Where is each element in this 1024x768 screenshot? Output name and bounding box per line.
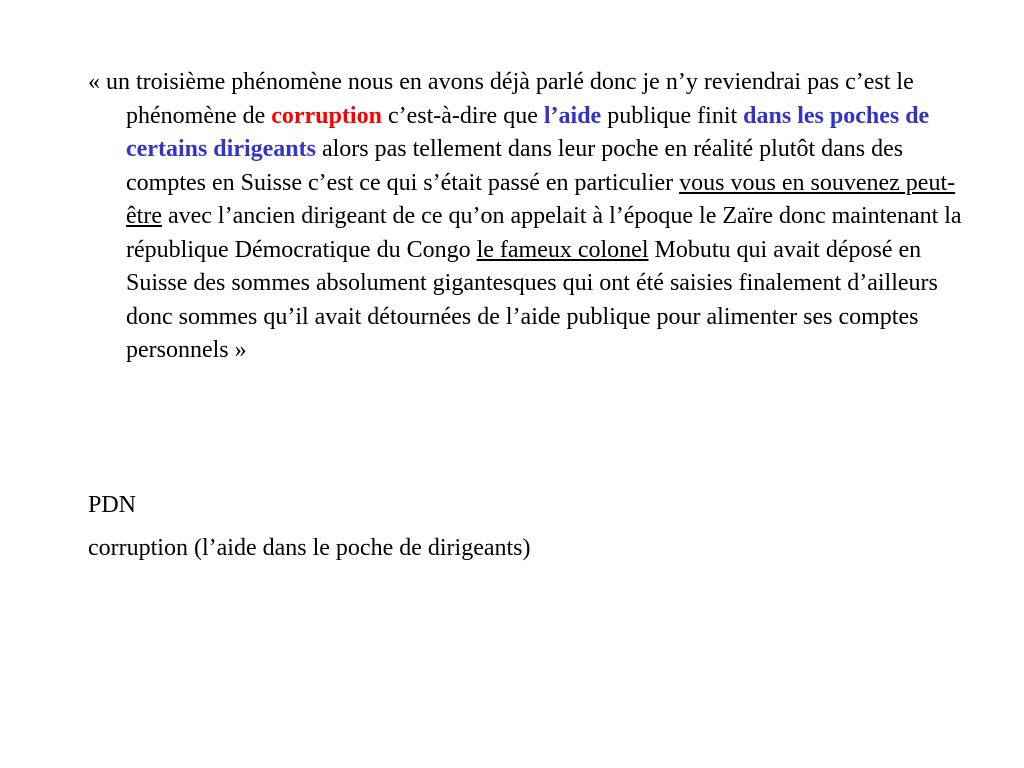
keyword-corruption: corruption xyxy=(271,102,382,129)
interview-quote xyxy=(88,66,986,368)
quote-text-6: Mobutu qui avait déposé en Suisse des sommes absolument gigantesques qui ont été saisies finalement d’ailleurs donc sommes qu’il avait détournées de l’aide publique pour alimenter ses comptes personnels » xyxy=(126,236,938,363)
code-summary: corruption (l’aide dans le poche de dirigeants) xyxy=(88,535,531,561)
quote-text-2: c’est-à-dire que xyxy=(387,102,538,129)
underlined-colonel: le fameux colonel xyxy=(476,236,649,263)
keyword-aide: l’aide xyxy=(543,102,602,129)
quote-text-5: avec l’ancien dirigeant de ce qu’on appelait à l’époque le Zaïre donc maintenant la république Démocratique du Congo xyxy=(126,203,962,263)
quote-text-4: alors pas tellement dans leur poche en réalité plutôt dans des comptes en Suisse c’est ce qui s’était passé en particulier xyxy=(126,136,904,196)
code-label: PDN xyxy=(88,492,137,518)
quote-text-3: publique finit xyxy=(607,102,738,129)
keyword-poches: dans les poches de certains dirigeants xyxy=(126,102,930,162)
underlined-souvenez: vous vous en souvenez peut-être xyxy=(126,169,956,229)
quote-text-1: « un troisième phénomène nous en avons déjà parlé donc je n’y reviendrai pas c’est le phénomène de xyxy=(88,69,914,129)
